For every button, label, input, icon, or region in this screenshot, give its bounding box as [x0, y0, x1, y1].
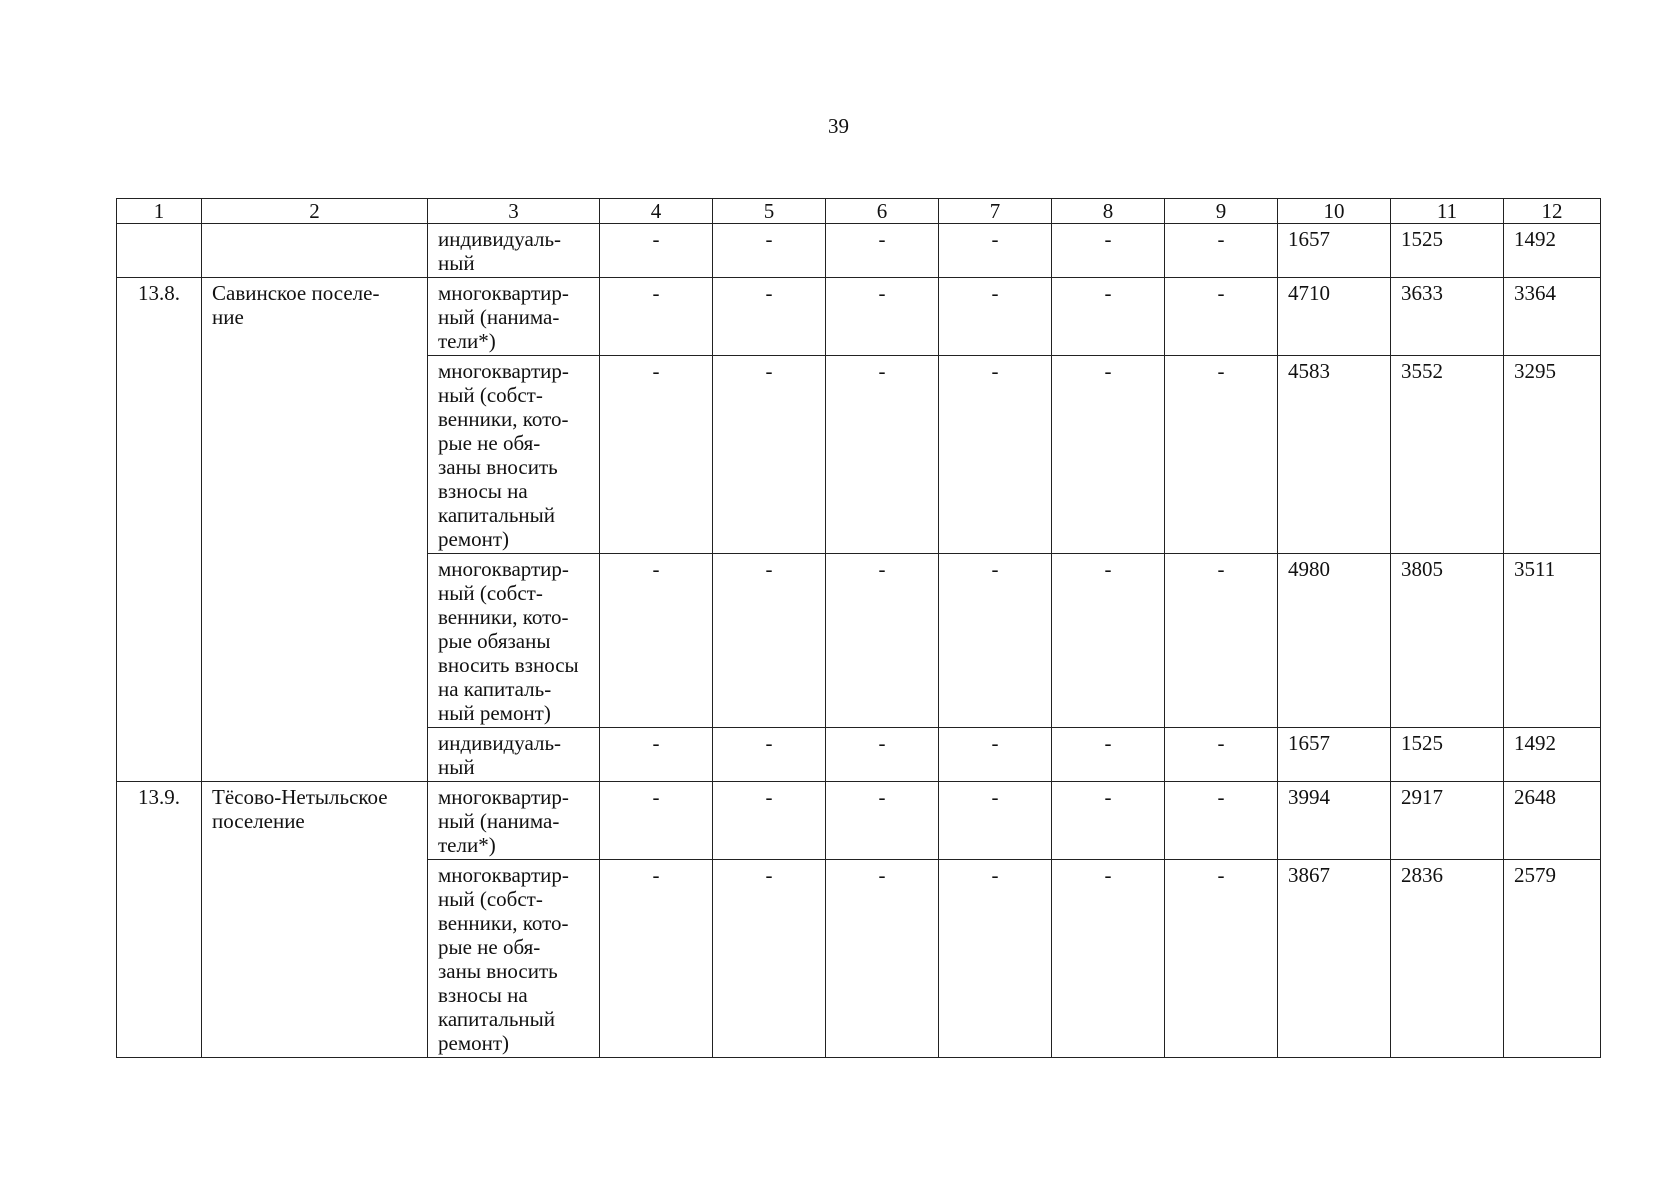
value-col-11: 3552	[1391, 356, 1504, 554]
value-col-12: 3364	[1504, 278, 1601, 356]
empty-value-col-4: -	[600, 224, 713, 278]
empty-value-col-4: -	[600, 356, 713, 554]
empty-value-col-8: -	[1052, 356, 1165, 554]
column-number-10: 10	[1278, 199, 1391, 224]
settlement-name	[202, 224, 428, 278]
item-number: 13.8.	[117, 278, 202, 782]
empty-value-col-8: -	[1052, 860, 1165, 1058]
empty-value-col-5: -	[713, 782, 826, 860]
column-number-row	[117, 199, 1601, 224]
empty-value-col-8: -	[1052, 554, 1165, 728]
empty-value-col-9: -	[1165, 278, 1278, 356]
empty-value-col-6: -	[826, 278, 939, 356]
table-row	[117, 224, 1601, 278]
housing-type: индивидуаль- ный	[428, 728, 600, 782]
empty-value-col-6: -	[826, 728, 939, 782]
value-col-10: 3994	[1278, 782, 1391, 860]
empty-value-col-4: -	[600, 554, 713, 728]
empty-value-col-8: -	[1052, 782, 1165, 860]
empty-value-col-4: -	[600, 278, 713, 356]
value-col-10: 1657	[1278, 728, 1391, 782]
housing-type: многоквартир- ный (собст- венники, кото- рые не обя- заны вносить взносы на капитальный ремонт)	[428, 860, 600, 1058]
empty-value-col-9: -	[1165, 224, 1278, 278]
empty-value-col-4: -	[600, 860, 713, 1058]
value-col-11: 2836	[1391, 860, 1504, 1058]
housing-type: многоквартир- ный (собст- венники, кото- рые обязаны вносить взносы на капиталь- ный ремонт)	[428, 554, 600, 728]
column-number-4: 4	[600, 199, 713, 224]
value-col-12: 3295	[1504, 356, 1601, 554]
empty-value-col-7: -	[939, 356, 1052, 554]
empty-value-col-7: -	[939, 554, 1052, 728]
column-number-9: 9	[1165, 199, 1278, 224]
column-number-2: 2	[202, 199, 428, 224]
empty-value-col-9: -	[1165, 860, 1278, 1058]
empty-value-col-9: -	[1165, 782, 1278, 860]
value-col-10: 4710	[1278, 278, 1391, 356]
empty-value-col-7: -	[939, 278, 1052, 356]
column-number-7: 7	[939, 199, 1052, 224]
empty-value-col-4: -	[600, 782, 713, 860]
empty-value-col-5: -	[713, 224, 826, 278]
housing-type: индивидуаль- ный	[428, 224, 600, 278]
page-number: 39	[828, 114, 849, 138]
value-col-11: 1525	[1391, 224, 1504, 278]
empty-value-col-7: -	[939, 224, 1052, 278]
column-number-8: 8	[1052, 199, 1165, 224]
empty-value-col-5: -	[713, 278, 826, 356]
empty-value-col-5: -	[713, 860, 826, 1058]
value-col-12: 2648	[1504, 782, 1601, 860]
value-col-11: 3805	[1391, 554, 1504, 728]
column-number-5: 5	[713, 199, 826, 224]
empty-value-col-6: -	[826, 860, 939, 1058]
empty-value-col-9: -	[1165, 728, 1278, 782]
table-body	[117, 199, 1601, 1058]
empty-value-col-5: -	[713, 728, 826, 782]
value-col-12: 1492	[1504, 728, 1601, 782]
column-number-12: 12	[1504, 199, 1601, 224]
empty-value-col-7: -	[939, 782, 1052, 860]
value-col-11: 2917	[1391, 782, 1504, 860]
empty-value-col-5: -	[713, 356, 826, 554]
value-col-10: 3867	[1278, 860, 1391, 1058]
column-number-11: 11	[1391, 199, 1504, 224]
value-col-12: 2579	[1504, 860, 1601, 1058]
housing-type: многоквартир- ный (собст- венники, кото- рые не обя- заны вносить взносы на капитальный ремонт)	[428, 356, 600, 554]
column-number-1: 1	[117, 199, 202, 224]
empty-value-col-8: -	[1052, 728, 1165, 782]
value-col-10: 4583	[1278, 356, 1391, 554]
empty-value-col-7: -	[939, 728, 1052, 782]
empty-value-col-4: -	[600, 728, 713, 782]
empty-value-col-9: -	[1165, 356, 1278, 554]
value-col-12: 1492	[1504, 224, 1601, 278]
housing-type: многоквартир- ный (нанима- тели*)	[428, 782, 600, 860]
empty-value-col-6: -	[826, 224, 939, 278]
housing-type: многоквартир- ный (нанима- тели*)	[428, 278, 600, 356]
column-number-6: 6	[826, 199, 939, 224]
settlement-name: Тёсово-Нетыльское поселение	[202, 782, 428, 1058]
empty-value-col-5: -	[713, 554, 826, 728]
table-row	[117, 782, 1601, 860]
value-col-12: 3511	[1504, 554, 1601, 728]
empty-value-col-6: -	[826, 356, 939, 554]
empty-value-col-9: -	[1165, 554, 1278, 728]
empty-value-col-6: -	[826, 782, 939, 860]
empty-value-col-8: -	[1052, 278, 1165, 356]
value-col-11: 3633	[1391, 278, 1504, 356]
settlement-name: Савинское поселе- ние	[202, 278, 428, 782]
item-number	[117, 224, 202, 278]
empty-value-col-6: -	[826, 554, 939, 728]
empty-value-col-8: -	[1052, 224, 1165, 278]
value-col-11: 1525	[1391, 728, 1504, 782]
item-number: 13.9.	[117, 782, 202, 1058]
column-number-3: 3	[428, 199, 600, 224]
table-row	[117, 278, 1601, 356]
tariff-table	[116, 198, 1601, 1058]
value-col-10: 4980	[1278, 554, 1391, 728]
value-col-10: 1657	[1278, 224, 1391, 278]
empty-value-col-7: -	[939, 860, 1052, 1058]
